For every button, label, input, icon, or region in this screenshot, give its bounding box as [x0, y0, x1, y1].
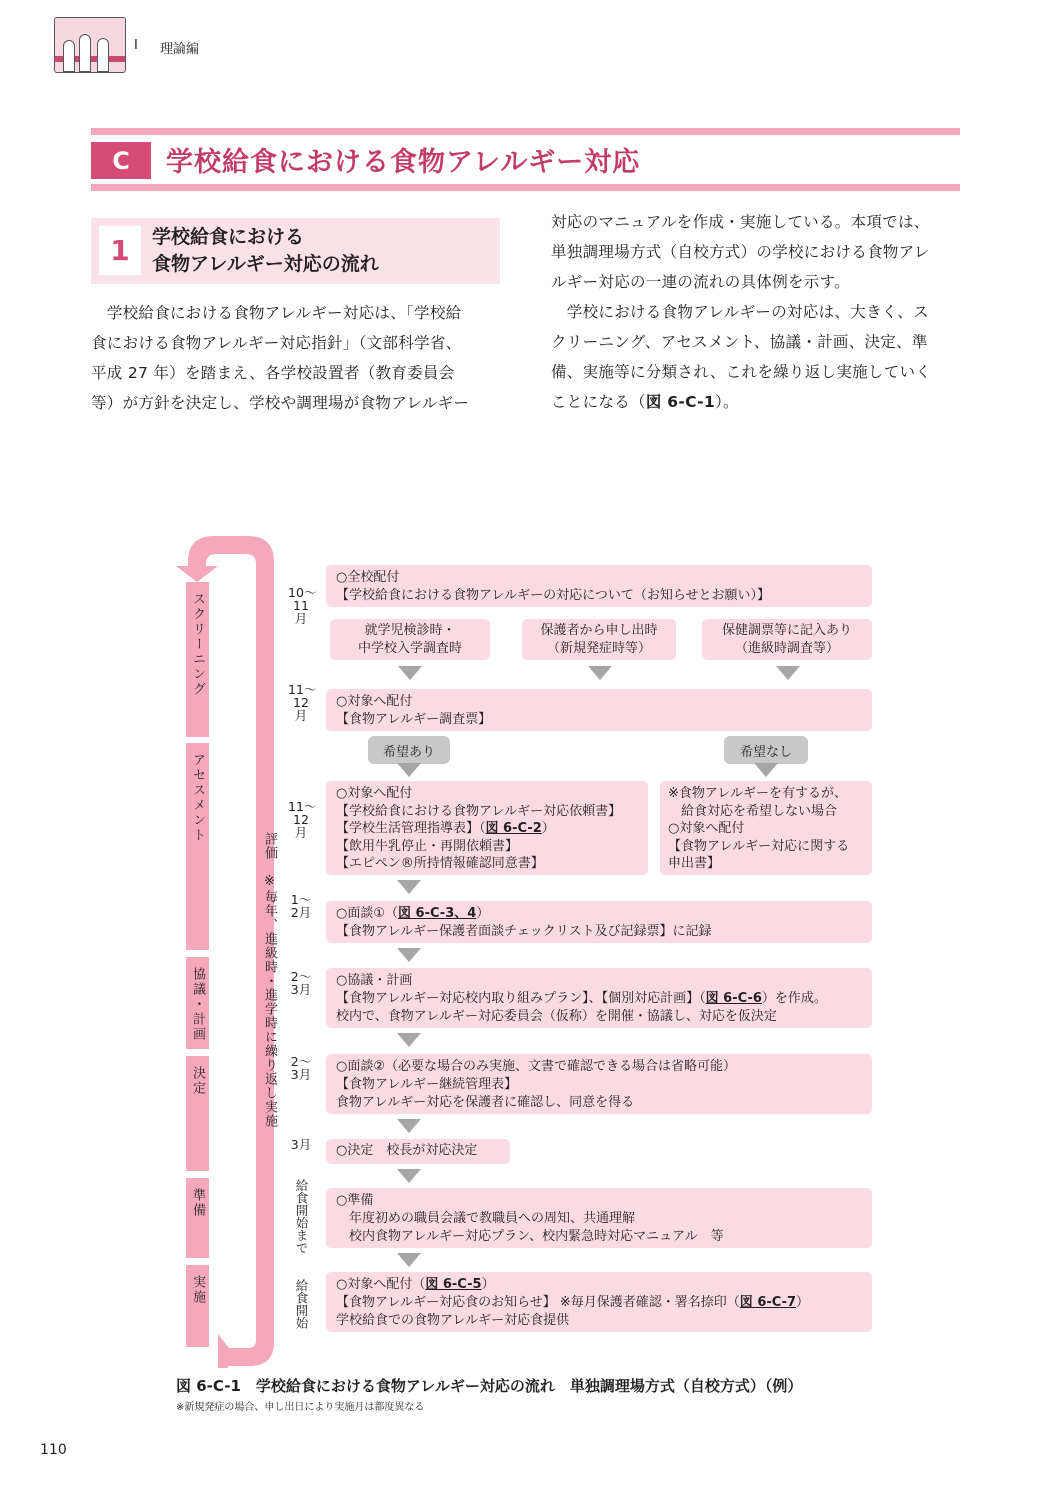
subsection-number: 1: [99, 226, 141, 275]
flow-box-decision: ○決定 校長が対応決定: [326, 1139, 510, 1164]
stage-screening: スクリーニング: [186, 582, 209, 737]
down-arrow-icon: [397, 763, 421, 777]
month-label: 3月: [290, 1137, 312, 1152]
stage-planning: 協議・計画: [186, 957, 209, 1049]
down-arrow-icon: [754, 763, 778, 777]
flow-box-preparation: ○準備 年度初めの職員会議で教職員への周知、共通理解 校内食物アレルギー対応プラン、校内緊急時対応マニュアル 等: [326, 1188, 872, 1248]
body-right-column: 対応のマニュアルを作成・実施している。本項では、 単独調理場方式（自校方式）の学校における食物アレ ルギー対応の一連の流れの具体例を示す。 学校における食物アレルギーの対応は、大きく、ス クリーニング、アセスメント、協議・計画、決定、準 備、実施等に分類され、これを繰り返し実施していく ことになる（図 6-C-1）。: [551, 213, 932, 411]
month-label: 10〜11月: [288, 585, 317, 626]
stage-preparation: 準備: [186, 1178, 209, 1258]
month-label: 2〜3月: [290, 969, 312, 997]
chapter-illustration: [54, 17, 126, 73]
month-label: 給食開始: [294, 1279, 309, 1329]
month-label: 給食開始まで: [294, 1178, 309, 1254]
flow-box-assessment-docs: ○対象へ配付 【学校給食における食物アレルギー対応依頼書】 【学校生活管理指導表】（図 6-C-2） 【飲用牛乳停止・再開依頼書】 【エピペン®所持情報確認同意書】: [326, 781, 648, 875]
stage-implementation: 実施: [186, 1265, 209, 1347]
pill-hope-no: 希望なし: [724, 736, 808, 764]
flow-box-parent-request: 保護者から申し出時 （新規発症時等）: [522, 619, 676, 660]
pill-hope-yes: 希望あり: [368, 736, 450, 764]
figure-note: ※新規発症の場合、申し出日により実施月は都度異なる: [176, 1402, 425, 1413]
evaluation-label: 評価 ※毎年、進級時・進学時に繰り返し実施: [262, 832, 277, 1128]
section-letter: C: [91, 142, 151, 179]
down-arrow-icon: [588, 666, 612, 680]
month-label: 11〜12月: [288, 799, 317, 840]
flow-box-interview-1: ○面談①（図 6-C-3、4） 【食物アレルギー保護者面談チェックリスト及び記録票】に記録: [326, 901, 872, 943]
body-left-column: 学校給食における食物アレルギー対応は、「学校給 食における食物アレルギー対応指針」（文部科学省、 平成 27 年）を踏まえ、各学校設置者（教育委員会 等）が方針を決定し、学校や調理場が食物アレルギー: [91, 304, 470, 412]
down-arrow-icon: [398, 666, 422, 680]
page-number: 110: [40, 1442, 67, 1458]
subsection-title: 学校給食における 食物アレルギー対応の流れ: [152, 226, 379, 275]
flow-box-planning: ○協議・計画 【食物アレルギー対応校内取り組みプラン】、【個別対応計画】（図 6-C-6）を作成。 校内で、食物アレルギー対応委員会（仮称）を開催・協議し、対応を仮決定: [326, 968, 872, 1028]
flow-box-health-record: 保健調票等に記入あり （進級時調査等）: [702, 619, 872, 660]
section-bottom-rule: [91, 184, 960, 191]
section-top-rule: [91, 128, 960, 135]
flow-box-interview-2: ○面談②（必要な場合のみ実施、文書で確認できる場合は省略可能） 【食物アレルギー継続管理表】 食物アレルギー対応を保護者に確認し、同意を得る: [326, 1054, 872, 1114]
down-arrow-icon: [397, 1033, 421, 1047]
month-label: 1〜2月: [290, 892, 312, 920]
part-number: Ⅰ: [134, 38, 138, 53]
month-label: 2〜3月: [290, 1054, 312, 1082]
figure-caption: 図 6-C-1 学校給食における食物アレルギー対応の流れ 単独調理場方式（自校方式）（例）: [176, 1377, 803, 1395]
section-title: 学校給食における食物アレルギー対応: [166, 147, 641, 178]
flow-box-no-meal-support: ※食物アレルギーを有するが、 給食対応を希望しない場合 ○対象へ配付 【食物アレルギー対応に関する 申出書】: [660, 781, 872, 875]
down-arrow-icon: [397, 1253, 421, 1267]
down-arrow-icon: [397, 1169, 421, 1183]
flow-box-implementation: ○対象へ配付（図 6-C-5） 【食物アレルギー対応食のお知らせ】 ※毎月保護者確認・署名捺印（図 6-C-7） 学校給食での食物アレルギー対応食提供: [326, 1272, 872, 1332]
flow-box-health-check: 就学児検診時・ 中学校入学調査時: [330, 619, 490, 660]
month-label: 11〜12月: [288, 682, 317, 723]
part-title: 理論編: [160, 42, 200, 57]
stage-decision: 決定: [186, 1056, 209, 1171]
flow-box-survey: ○対象へ配付 【食物アレルギー調査票】: [326, 689, 872, 731]
down-arrow-icon: [397, 948, 421, 962]
down-arrow-icon: [397, 1119, 421, 1133]
down-arrow-icon: [776, 666, 800, 680]
stage-assessment: アセスメント: [186, 743, 209, 950]
down-arrow-icon: [397, 880, 421, 894]
flow-box-distribution-all: ○全校配付 【学校給食における食物アレルギーの対応について（お知らせとお願い）】: [326, 565, 872, 607]
